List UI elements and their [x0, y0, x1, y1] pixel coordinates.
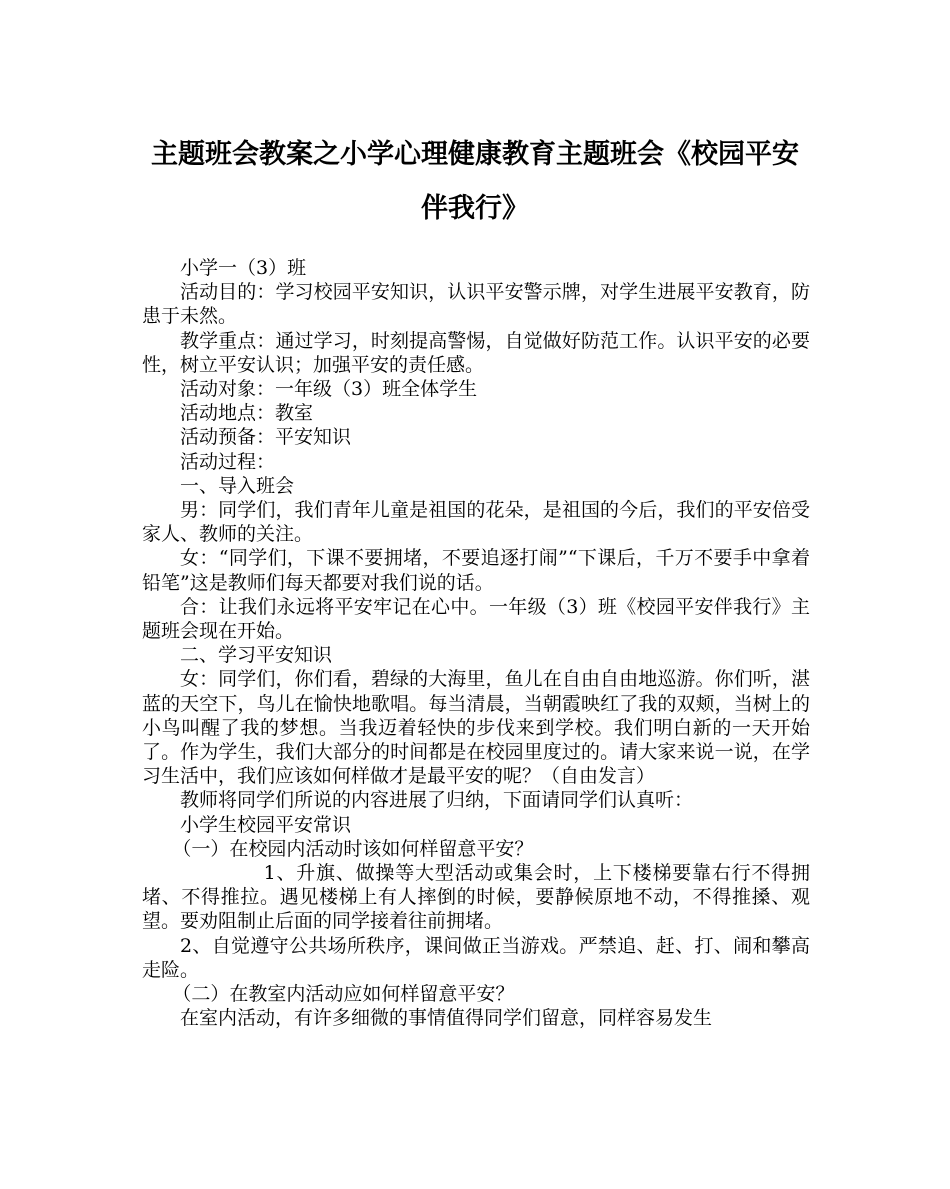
document-body: [142, 256, 810, 1031]
class-label: 小学一（3）班: [180, 257, 307, 279]
paragraph-rule-2: 2、自觉遵守公共场所秩序，课间做正当游戏。严禁追、赶、打、闹和攀高走险。: [142, 934, 810, 981]
paragraph-girl-intro: 女：同学们，你们看，碧绿的大海里，鱼儿在自由自由地巡游。你们听，湛蓝的天空下，鸟儿在愉快地歌唱。每当清晨，当朝霞映红了我的双颊，当树上的小鸟叫醒了我的梦想。当我迈着轻快的步伐来到学校。我们明白新的一天开始了。作为学生，我们大部分的时间都是在校园里度过的。请大家来说一说，在学习生活中，我们应该如何样做才是最平安的呢？（自由发言）: [142, 668, 810, 788]
paragraph-boy: 男：同学们，我们青年儿童是祖国的花朵，是祖国的今后，我们的平安倍受家人、教师的关注。: [142, 499, 810, 546]
section-heading-safety-knowledge: 小学生校园平安常识: [180, 813, 352, 836]
paragraph-teacher-summary: 教师将同学们所说的内容进展了归纳，下面请同学们认真听：: [180, 789, 694, 812]
section-heading-1: 一、导入班会: [180, 474, 295, 497]
document-title-line-2: 伴我行》: [421, 193, 529, 224]
paragraph-activity-target: 活动对象：一年级（3）班全体学生: [180, 378, 478, 401]
paragraph-together: 合：让我们永远将平安牢记在心中。一年级（3）班《校园平安伴我行》主题班会现在开始。: [142, 595, 810, 643]
paragraph-activity-purpose: 活动目的：学习校园平安知识，认识平安警示牌，对学生进展平安教育，防患于未然。: [142, 281, 810, 328]
section-heading-2: 二、学习平安知识: [180, 644, 333, 667]
paragraph-activity-process: 活动过程：: [180, 450, 276, 473]
subheading-classroom-activity: （二）在教室内活动应如何样留意平安？: [172, 983, 515, 1006]
paragraph-rule-1: 1、升旗、做操等大型活动或集会时，上下楼梯要靠右行不得拥堵、不得推拉。遇见楼梯上有人摔倒的时候，要静候原地不动，不得推搡、观望。要劝阻制止后面的同学接着往前拥堵。: [142, 862, 810, 933]
paragraph-activity-location: 活动地点：教室: [180, 402, 314, 425]
paragraph-activity-preparation: 活动预备：平安知识: [180, 426, 352, 449]
document-title-line-1: 主题班会教案之小学心理健康教育主题班会《校园平安: [151, 139, 799, 170]
subheading-campus-activity: （一）在校园内活动时该如何样留意平安？: [172, 837, 534, 860]
paragraph-girl: 女：“同学们，下课不要拥堵，不要追逐打闹”“下课后，千万不要手中拿着铅笔”这是教师们每天都要对我们说的话。: [142, 547, 810, 594]
paragraph-classroom-details: 在室内活动，有许多细微的事情值得同学们留意，同样容易发生: [180, 1007, 713, 1030]
paragraph-teaching-focus: 教学重点：通过学习，时刻提高警惕，自觉做好防范工作。认识平安的必要性，树立平安认识；加强平安的责任感。: [142, 329, 810, 376]
